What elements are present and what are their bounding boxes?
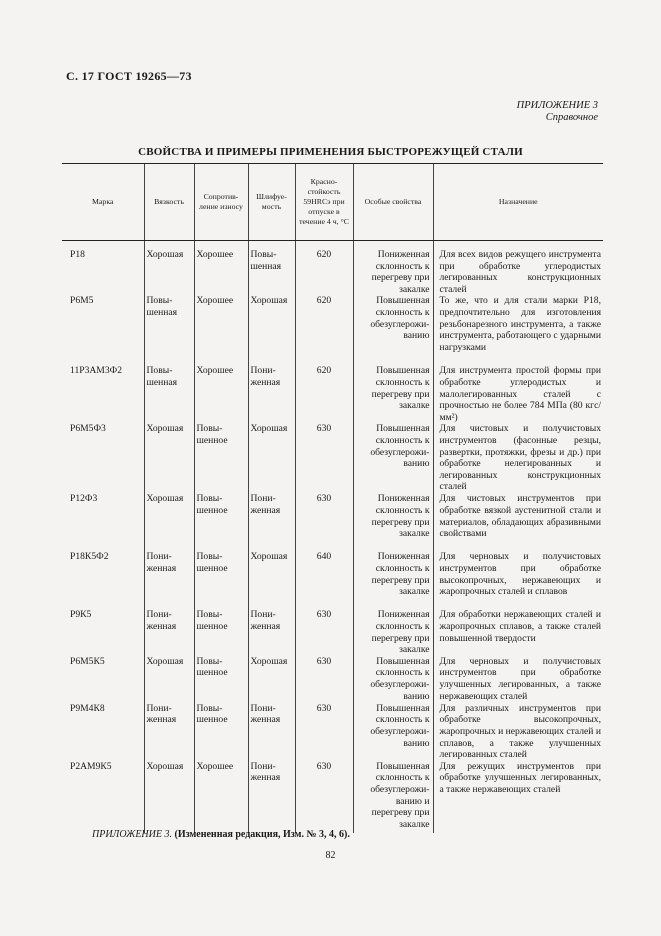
properties-cell: Повышенная склонность к обезуглерожи-ванию [353, 656, 433, 703]
table-header-row [62, 164, 603, 241]
column-header-purpose: Назначение [433, 164, 603, 241]
grind-cell: Хорошая [248, 423, 295, 493]
toughness-cell: Пони-женная [144, 703, 194, 761]
purpose-cell: Для чистовых и получистовых инструментов (фасонные резцы, развертки, протяжки, фрезы и др.) при обработке нелегированных и легированных конструкционных сталей [433, 423, 603, 493]
table-row [62, 609, 603, 655]
grade-cell: Р12Ф3 [70, 493, 98, 505]
toughness-cell: Пони-женная [144, 551, 194, 609]
purpose-cell: Для инструмента простой формы при обработке углеродистых и малолегированных сталей с прочностью не более 784 МПа (80 кгс/мм²) [433, 365, 603, 423]
grade-cell: Р9М4К8 [70, 702, 105, 714]
table-row [62, 493, 603, 551]
toughness-cell: Повы-шенная [144, 365, 194, 423]
grind-cell: Повы-шенная [248, 241, 295, 296]
wear-cell: Повы-шенное [194, 493, 248, 551]
properties-cell: Пониженная склонность к перегреву при закалке [353, 551, 433, 609]
toughness-cell: Хорошая [144, 241, 194, 296]
grade-cell: Р18К5Ф2 [70, 551, 109, 563]
toughness-cell: Хорошая [144, 656, 194, 703]
grind-cell: Хорошая [248, 295, 295, 365]
grade-cell: Р2АМ9К5 [70, 760, 112, 772]
table-row [62, 703, 603, 761]
grade-cell: Р18 [70, 249, 85, 260]
page-number: 82 [325, 850, 336, 861]
footnote-label: ПРИЛОЖЕНИЕ 3. [92, 829, 172, 840]
properties-cell: Повышенная склонность к обезуглерожи-ванию [353, 423, 433, 493]
purpose-cell: То же, что и для стали марки Р18, предпочтительно для изготовления резьбонарезного инструмента, а также инструмента, работающего с ударными нагрузками [433, 295, 603, 365]
red-hardness-cell: 630 [295, 423, 353, 493]
wear-cell: Повы-шенное [194, 423, 248, 493]
red-hardness-cell: 640 [295, 551, 353, 609]
red-hardness-cell: 630 [295, 656, 353, 703]
grind-cell: Пони-женная [248, 609, 295, 655]
wear-cell: Повы-шенное [194, 656, 248, 703]
grade-cell: Р6М5Ф3 [70, 423, 106, 435]
column-header-grade: Марка [62, 164, 144, 241]
appendix-note: Справочное [545, 112, 598, 123]
toughness-cell: Хорошая [144, 493, 194, 551]
purpose-cell: Для всех видов режущего инструмента при обработке углеродистых легированных конструкционных сталей [433, 241, 603, 296]
properties-cell: Повышенная склонность к обезуглерожи-ванию [353, 295, 433, 365]
grade-cell: Р6М5К5 [70, 655, 105, 667]
table-title: СВОЙСТВА И ПРИМЕРЫ ПРИМЕНЕНИЯ БЫСТРОРЕЖУЩЕЙ СТАЛИ [138, 146, 523, 158]
table-row [62, 551, 603, 609]
properties-cell: Повышенная склонность к обезуглерожи-ванию и перегреву при закалке [353, 761, 433, 833]
purpose-cell: Для различных инструментов при обработке высокопрочных, жаропрочных и нержавеющих сталей и сплавов, а также улучшенных легированных сталей [433, 703, 603, 761]
table-row [62, 761, 603, 833]
table-row [62, 656, 603, 703]
purpose-cell: Для режущих инструментов при обработке улучшенных легированных, а также нержавеющих сталей [433, 761, 603, 833]
toughness-cell: Хорошая [144, 423, 194, 493]
wear-cell: Хорошее [194, 365, 248, 423]
toughness-cell: Повы-шенная [144, 295, 194, 365]
appendix-label: ПРИЛОЖЕНИЕ 3 [516, 100, 598, 111]
purpose-cell: Для чистовых инструментов при обработке вязкой аустенитной стали и материалов, обладающих абразивными свойствами [433, 493, 603, 551]
wear-cell: Хорошее [194, 295, 248, 365]
red-hardness-cell: 630 [295, 493, 353, 551]
wear-cell: Повы-шенное [194, 703, 248, 761]
red-hardness-cell: 620 [295, 241, 353, 296]
red-hardness-cell: 630 [295, 703, 353, 761]
purpose-cell: Для обработки нержавеющих сталей и жаропрочных сплавов, а также сталей повышенной твердости [433, 609, 603, 655]
grind-cell: Пони-женная [248, 493, 295, 551]
properties-cell: Повышенная склонность к обезуглерожи-ванию [353, 703, 433, 761]
properties-cell: Пониженная склонность к перегреву при закалке [353, 609, 433, 655]
properties-cell: Пониженная склонность к перегреву при закалке [353, 241, 433, 296]
wear-cell: Хорошее [194, 241, 248, 296]
red-hardness-cell: 630 [295, 609, 353, 655]
red-hardness-cell: 630 [295, 761, 353, 833]
footnote [92, 829, 350, 840]
column-header-toughness: Вязкость [144, 164, 194, 241]
grind-cell: Хорошая [248, 656, 295, 703]
properties-cell: Пониженная склонность к перегреву при закалке [353, 493, 433, 551]
red-hardness-cell: 620 [295, 295, 353, 365]
column-header-special-properties: Особые свойства [353, 164, 433, 241]
grade-cell: 11Р3АМ3Ф2 [70, 365, 123, 377]
table-row [62, 241, 603, 296]
column-header-wear-resistance: Сопротив-ление износу [194, 164, 248, 241]
table-row [62, 295, 603, 365]
grind-cell: Пони-женная [248, 761, 295, 833]
wear-cell: Хорошее [194, 761, 248, 833]
footnote-text: (Измененная редакция, Изм. № 3, 4, 6). [174, 829, 350, 840]
properties-cell: Повышенная склонность к перегреву при закалке [353, 365, 433, 423]
red-hardness-cell: 620 [295, 365, 353, 423]
grade-cell: Р6М5 [70, 295, 94, 307]
grind-cell: Хорошая [248, 551, 295, 609]
table-row [62, 423, 603, 493]
grind-cell: Пони-женная [248, 703, 295, 761]
wear-cell: Повы-шенное [194, 609, 248, 655]
column-header-grindability: Шлифуе-мость [248, 164, 295, 241]
toughness-cell: Пони-женная [144, 609, 194, 655]
table-row [62, 365, 603, 423]
steel-properties-table [62, 163, 603, 833]
column-header-red-hardness: Красно-стойкость 59HRCэ при отпуске в течение 4 ч, °С [295, 164, 353, 241]
purpose-cell: Для черновых и получистовых инструментов при обработке высокопрочных, нержавеющих и жаропрочных сталей и сплавов [433, 551, 603, 609]
wear-cell: Повы-шенное [194, 551, 248, 609]
grind-cell: Пони-женная [248, 365, 295, 423]
toughness-cell: Хорошая [144, 761, 194, 833]
grade-cell: Р9К5 [70, 609, 92, 621]
appendix-label-block [517, 100, 598, 124]
purpose-cell: Для черновых и получистовых инструментов при обработке улучшенных легированных, а также нержавеющих сталей [433, 656, 603, 703]
page-header: С. 17 ГОСТ 19265—73 [66, 69, 192, 83]
